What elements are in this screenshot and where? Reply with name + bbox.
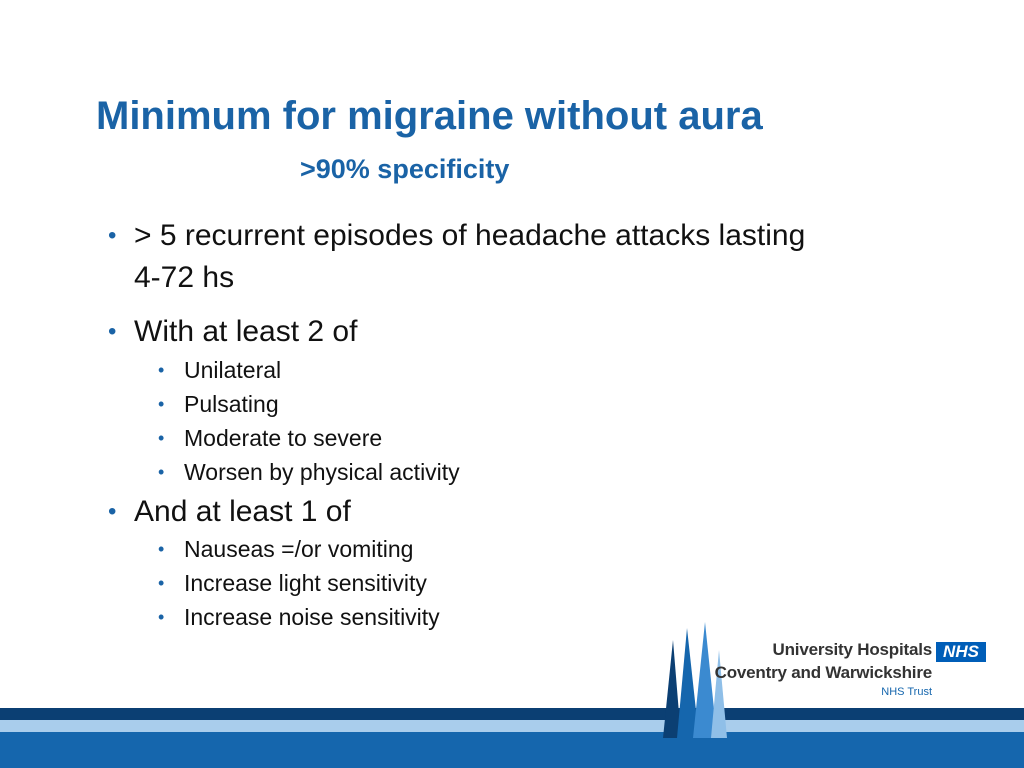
nhs-badge-icon: NHS xyxy=(936,642,986,662)
bullet-item xyxy=(104,492,351,532)
logo-line-university-hospitals: University Hospitals xyxy=(772,640,932,659)
bullet-item xyxy=(104,312,357,352)
bullet-text: With at least 2 of xyxy=(134,315,358,348)
bullet-dot-icon: • xyxy=(158,607,165,627)
footer-band-light xyxy=(0,720,1024,732)
sub-bullet-text: Increase noise sensitivity xyxy=(184,604,440,630)
trust-logo xyxy=(715,640,932,698)
sub-bullet-text: Worsen by physical activity xyxy=(184,459,460,485)
logo-line-coventry-warwickshire: Coventry and Warwickshire xyxy=(714,663,932,682)
bullet-dot-icon: • xyxy=(158,394,165,414)
bullet-text: > 5 recurrent episodes of headache attacks lasting xyxy=(134,219,806,252)
sub-bullet-item xyxy=(154,601,440,633)
sub-bullet-item xyxy=(154,456,460,488)
bullet-dot-icon: • xyxy=(158,462,165,482)
bullet-dot-icon: • xyxy=(158,573,165,593)
bullet-dot-icon: • xyxy=(108,222,117,249)
bullet-text-continuation: 4-72 hs xyxy=(134,261,235,294)
sub-bullet-item xyxy=(154,422,382,454)
bullet-dot-icon: • xyxy=(108,318,117,345)
logo-line-nhs-trust: NHS Trust xyxy=(881,686,932,698)
slide-title: Minimum for migraine without aura xyxy=(96,94,763,138)
sub-bullet-text: Unilateral xyxy=(184,357,282,383)
bullet-dot-icon: • xyxy=(108,498,117,525)
bullet-dot-icon: • xyxy=(158,428,165,448)
sub-bullet-text: Moderate to severe xyxy=(184,425,383,451)
sub-bullet-text: Increase light sensitivity xyxy=(184,570,427,596)
sub-bullet-item xyxy=(154,533,413,565)
bullet-item xyxy=(104,216,805,256)
bullet-dot-icon: • xyxy=(158,360,165,380)
sub-bullet-text: Nauseas =/or vomiting xyxy=(184,536,414,562)
bullet-text: And at least 1 of xyxy=(134,495,351,528)
bullet-item-continuation xyxy=(134,258,234,298)
sub-bullet-item xyxy=(154,388,279,420)
sub-bullet-text: Pulsating xyxy=(184,391,279,417)
footer-band-blue xyxy=(0,732,1024,768)
footer-band-dark xyxy=(0,708,1024,720)
sub-bullet-item xyxy=(154,354,281,386)
slide-subtitle: >90% specificity xyxy=(300,154,510,184)
sub-bullet-item xyxy=(154,567,427,599)
bullet-dot-icon: • xyxy=(158,539,165,559)
